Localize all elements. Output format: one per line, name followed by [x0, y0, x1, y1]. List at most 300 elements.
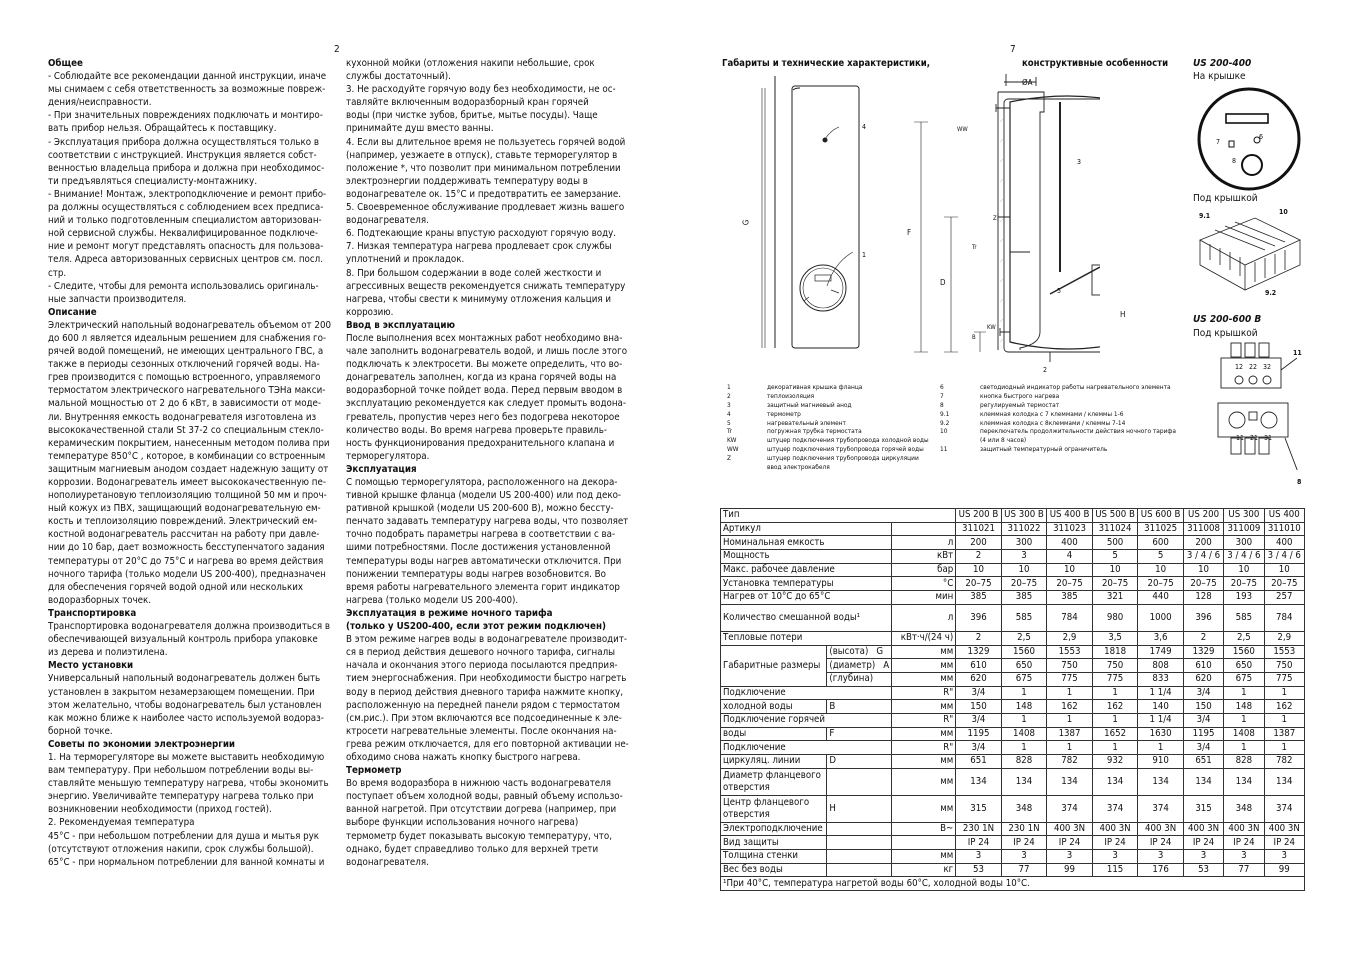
- terminal-blocks-drawing: [1195, 210, 1305, 292]
- table-cell: 2: [956, 631, 1002, 645]
- table-cell: IP 24: [956, 836, 1002, 850]
- row-letter: H: [827, 795, 892, 822]
- text-line: (отсутствуют отложения накипи, срок службы большой).: [48, 843, 314, 855]
- ww-label: WW: [957, 126, 968, 133]
- text-line: Электрический напольный водонагреватель объемом от 200: [48, 319, 332, 331]
- text-line: шими потребностями. После достижения установленной: [346, 542, 611, 554]
- row-letter: [827, 836, 892, 850]
- text-line: 8. При большом содержании в воде солей жесткости и: [346, 267, 602, 279]
- callout-7: 7: [1216, 138, 1221, 146]
- table-cell: 400: [1047, 536, 1093, 550]
- text-line: С помощью терморегулятора, расположенного на декора-: [346, 477, 618, 488]
- text-line: однако, будет справедливо только для верхней трети: [346, 843, 599, 855]
- table-cell: 3: [1092, 850, 1138, 864]
- legend-number: 11: [940, 445, 948, 454]
- text-line: обходимо снова нажать кнопку быстрого нагрева.: [346, 751, 581, 763]
- table-cell: IP 24: [1138, 836, 1184, 850]
- row-unit: [892, 836, 956, 850]
- table-cell: IP 24: [1264, 836, 1304, 850]
- under-lid-label-a: Под крышкой: [1193, 193, 1258, 204]
- text-line: ной сервисной службы. Неквалифицированное подключе-: [48, 228, 319, 240]
- table-cell: IP 24: [1183, 836, 1223, 850]
- page-number-right: 7: [1010, 44, 1016, 55]
- callout-11: 11: [1293, 349, 1302, 357]
- legend-number: 5: [727, 418, 731, 427]
- text-line: из дерева и полиэтилена.: [48, 647, 168, 659]
- table-cell: 396: [956, 604, 1002, 631]
- on-lid-label: На крышке: [1193, 71, 1246, 82]
- row-unit: кВт: [892, 550, 956, 564]
- row-label: Нагрев от 10°С до 65°С: [721, 591, 892, 605]
- row-unit: мм: [892, 659, 956, 673]
- callout-4: 4: [862, 123, 867, 131]
- table-cell: 1: [1264, 713, 1304, 727]
- text-line: донагреватель заполнен, когда из крана горячей воды на: [346, 372, 617, 384]
- text-line: 7. Низкая температура нагрева продлевает срок службы: [346, 241, 612, 253]
- heater-exterior-drawing: [735, 72, 875, 372]
- text-line: начала и окончания этого периода посылаются предприя-: [346, 660, 618, 672]
- table-cell: 3 / 4 / 6: [1183, 550, 1223, 564]
- table-row: [721, 536, 1305, 550]
- table-cell: 1: [1047, 741, 1093, 755]
- table-cell: 1: [1138, 741, 1184, 755]
- table-cell: 400 3N: [1183, 822, 1223, 836]
- table-row: [721, 727, 1305, 741]
- table-header-row: [721, 509, 1305, 523]
- text-line: Универсальный напольный водонагреватель должен быть: [48, 673, 321, 685]
- text-line: Во время водоразбора в нижнюю часть водонагревателя: [346, 778, 611, 790]
- table-cell: 374: [1047, 795, 1093, 822]
- table-cell: 1: [1092, 741, 1138, 755]
- table-cell: 134: [1138, 768, 1184, 795]
- row-unit: кг: [892, 863, 956, 877]
- table-cell: 385: [956, 591, 1002, 605]
- text-line: (см.рис.). При этом включаются все подсоединенные к эле-: [346, 712, 622, 724]
- row-letter: [827, 768, 892, 795]
- lid-panel-drawing: [1193, 86, 1305, 192]
- legend-text: штуцер подключения трубопровода холодной воды: [767, 436, 929, 445]
- dim-g-label: G: [741, 219, 751, 226]
- text-line: нагрева, чтобы свести к минимуму отложения кальция и: [346, 293, 612, 305]
- section-heading: Ввод в эксплуатацию: [346, 319, 455, 331]
- page-number-left: 2: [334, 44, 340, 55]
- row-unit: мм: [892, 755, 956, 769]
- text-line: терморегулятора.: [346, 450, 430, 462]
- section-heading: Описание: [48, 306, 97, 318]
- section-heading: Термометр: [346, 765, 402, 777]
- table-cell: 600: [1138, 536, 1184, 550]
- table-header-cell: US 500 B: [1092, 509, 1138, 523]
- table-cell: 1: [1224, 713, 1264, 727]
- legend-number: KW: [727, 436, 737, 445]
- table-cell: 782: [1264, 755, 1304, 769]
- row-label: холодной воды: [721, 700, 827, 714]
- table-cell: 348: [1224, 795, 1264, 822]
- text-line: коррозию.: [346, 306, 394, 318]
- row-unit: [892, 522, 956, 536]
- table-cell: 2,5: [1224, 631, 1264, 645]
- table-cell: 400 3N: [1138, 822, 1184, 836]
- table-cell: 385: [1001, 591, 1047, 605]
- legend-number: Tr: [727, 427, 733, 436]
- callout-10: 10: [1279, 208, 1288, 216]
- text-line: положение *, что позволит при минимальном потреблении: [346, 162, 621, 174]
- table-cell: 374: [1138, 795, 1184, 822]
- table-cell: 828: [1001, 755, 1047, 769]
- callout-2: 2: [1043, 366, 1048, 374]
- table-cell: 3: [956, 850, 1002, 864]
- table-cell: 400: [1264, 536, 1304, 550]
- dim-sub-label: (высота): [829, 645, 869, 657]
- legend-text: защитный температурный ограничитель: [980, 445, 1108, 454]
- legend-text: регулируемый термостат: [980, 400, 1060, 409]
- text-line: нии до 10 бар, дает возможность бесступенчатого задания: [48, 542, 325, 554]
- row-unit: R": [892, 741, 956, 755]
- table-cell: 775: [1264, 672, 1304, 686]
- table-cell: 3: [1264, 850, 1304, 864]
- table-cell: 775: [1092, 672, 1138, 686]
- text-line: мальной мощностью от 2 до 6 кВт, в зависимости от моде-: [48, 398, 322, 410]
- dim-letter: G: [876, 645, 884, 657]
- table-row: [721, 700, 1305, 714]
- text-line: службы достаточный).: [346, 71, 451, 83]
- table-cell: 3: [1001, 850, 1047, 864]
- text-line: водоразборных точек.: [48, 594, 152, 606]
- section-header-dimensions: Габариты и технические характеристики,: [722, 58, 930, 69]
- section-heading: Эксплуатация: [346, 463, 417, 475]
- text-line: В этом режиме нагрев воды в водонагревателе производит-: [346, 634, 628, 646]
- table-cell: 5: [1138, 550, 1184, 564]
- text-line: ность функционирования предохранительного клапана и: [346, 437, 615, 449]
- text-line: водонагревателя.: [346, 215, 429, 227]
- row-label: Габаритные размеры: [721, 645, 827, 686]
- text-line: воду в период действия дневного тарифа нажмите кнопку,: [346, 686, 624, 698]
- table-cell: 10: [1224, 563, 1264, 577]
- table-cell: 750: [1092, 659, 1138, 673]
- table-cell: 200: [1183, 536, 1223, 550]
- legend-text: переключатель продолжительности действия ночного тарифа: [980, 427, 1176, 436]
- table-cell: 3/4: [1183, 686, 1223, 700]
- callout-1: 1: [862, 251, 867, 259]
- table-cell: 650: [1224, 659, 1264, 673]
- row-letter: [827, 850, 892, 864]
- table-cell: 396: [1183, 604, 1223, 631]
- row-letter: [827, 822, 892, 836]
- legend-text: декоративная крышка фланца: [767, 383, 863, 391]
- callout-9-2: 9.2: [1265, 289, 1277, 297]
- table-cell: 257: [1264, 591, 1304, 605]
- text-line: ли. Внутренняя емкость водонагревателя изготовлена из: [48, 411, 317, 423]
- text-line: температуры воды нагрев автоматически отключится. При: [346, 555, 622, 567]
- dim-phia-label: ØA: [1022, 78, 1033, 87]
- callout-3: 3: [1077, 158, 1082, 166]
- table-cell: 53: [956, 863, 1002, 877]
- callout-8-b: 8: [1297, 478, 1302, 486]
- section-heading: Советы по экономии электроэнергии: [48, 738, 236, 750]
- dim-sub-label: (диаметр): [829, 659, 876, 671]
- row-label: Электроподключение: [721, 822, 827, 836]
- row-label: Подключение: [721, 686, 892, 700]
- table-cell: 2: [956, 550, 1002, 564]
- table-cell: 134: [1183, 768, 1223, 795]
- contact-22: 22: [1249, 363, 1258, 371]
- dim-f-label: F: [907, 228, 912, 237]
- table-cell: 10: [1001, 563, 1047, 577]
- heater-section-drawing: [900, 62, 1100, 362]
- table-cell: 134: [1224, 768, 1264, 795]
- text-line: ся в период действия дешевого ночного тарифа, сигналы: [346, 647, 616, 659]
- text-line: энергию. Увеличивайте температуру нагрева только при: [48, 791, 314, 803]
- table-cell: 1387: [1047, 727, 1093, 741]
- text-line: кухонной мойки (отложения накипи небольшие, срок: [346, 58, 595, 69]
- text-line: ванной нагретой. При отсутствии догрева (например, при: [346, 804, 617, 816]
- table-cell: 230 1N: [956, 822, 1002, 836]
- table-cell: 1560: [1001, 645, 1047, 659]
- dim-h-label: H: [1120, 310, 1126, 319]
- table-cell: 1: [1264, 686, 1304, 700]
- table-cell: 374: [1264, 795, 1304, 822]
- text-line: костной водонагреватель рассчитан на работу при давле-: [48, 529, 320, 541]
- legend-number: 1: [727, 383, 731, 391]
- table-cell: 2: [1183, 631, 1223, 645]
- table-cell: 176: [1138, 863, 1184, 877]
- row-unit: R": [892, 713, 956, 727]
- legend-text: (4 или 8 часов): [980, 436, 1027, 445]
- callout-9-1: 9.1: [1199, 212, 1211, 220]
- section-heading: Общее: [48, 58, 83, 69]
- text-line: - Эксплуатация прибора должна осуществляться только в: [48, 136, 319, 148]
- table-cell: 162: [1047, 700, 1093, 714]
- text-line: ра должны осуществляться с соблюдением всех предписа-: [48, 202, 324, 214]
- table-header-cell: US 300 B: [1001, 509, 1047, 523]
- table-cell: 134: [1047, 768, 1093, 795]
- table-cell: 620: [956, 672, 1002, 686]
- text-line: теля. Адреса авторизованных сервисных центров см. посл.: [48, 254, 323, 266]
- table-row: [721, 550, 1305, 564]
- table-cell: 585: [1224, 604, 1264, 631]
- text-column-left: [48, 57, 331, 869]
- row-label: Вес без воды: [721, 863, 827, 877]
- row-unit: кВт·ч/(24 ч): [892, 631, 956, 645]
- text-line: поступает объем холодной воды, равный объему использо-: [346, 791, 623, 803]
- text-line: коррозии. Водонагреватель имеет высококачественную пе-: [48, 477, 326, 488]
- table-cell: 3 / 4 / 6: [1224, 550, 1264, 564]
- table-cell: 1195: [1183, 727, 1223, 741]
- text-line: количество воды. Во время нагрева проверьте правиль-: [346, 424, 607, 436]
- table-cell: 1408: [1224, 727, 1264, 741]
- table-cell: 750: [1047, 659, 1093, 673]
- text-line: (например, уезжаете в отпуск), ставьте терморегулятор в: [346, 149, 618, 161]
- table-cell: 400 3N: [1092, 822, 1138, 836]
- table-cell: 400 3N: [1224, 822, 1264, 836]
- table-cell: 150: [1183, 700, 1223, 714]
- contact-21: 21: [1250, 434, 1259, 442]
- table-cell: 10: [1092, 563, 1138, 577]
- table-cell: 311010: [1264, 522, 1304, 536]
- section-heading: Место установки: [48, 660, 134, 672]
- text-line: борной точке.: [48, 725, 113, 737]
- table-cell: 300: [1224, 536, 1264, 550]
- text-line: грев производится с помощью встроенного, управляемого: [48, 372, 321, 384]
- table-cell: IP 24: [1092, 836, 1138, 850]
- legend-number: 2: [727, 391, 731, 400]
- table-row: [721, 522, 1305, 536]
- legend-text: штуцер подключения трубопровода горячей воды: [767, 445, 924, 454]
- text-line: агрессивных веществ рекомендуется снижать температуру: [346, 280, 626, 292]
- table-cell: 1: [1224, 741, 1264, 755]
- text-line: греватель, пропустив через него без подогрева некоторое: [346, 411, 620, 423]
- table-cell: 20–75: [1001, 577, 1047, 591]
- text-line: температуры от 20°С до 75°С и нагрева во время действия: [48, 555, 324, 567]
- row-label: воды: [721, 727, 827, 741]
- row-unit: мм: [892, 768, 956, 795]
- table-cell: 1329: [1183, 645, 1223, 659]
- table-cell: 500: [1092, 536, 1138, 550]
- table-cell: 20–75: [1224, 577, 1264, 591]
- text-line: возникновении необходимости (приход гостей).: [48, 804, 272, 816]
- text-line: нополиуретановую теплоизоляцию толщиной 50 мм и проч-: [48, 490, 327, 502]
- table-cell: 1652: [1092, 727, 1138, 741]
- text-line: мы снимаем с себя ответственность за возможные повреж-: [48, 84, 326, 96]
- legend-number: 9.2: [940, 418, 950, 427]
- text-line: ние и ремонт могут представлять опасность для пользова-: [48, 241, 324, 253]
- table-cell: 1: [1224, 686, 1264, 700]
- text-line: грева режим отключается, для его повторной активации не-: [346, 738, 629, 750]
- table-cell: 2,5: [1001, 631, 1047, 645]
- row-unit: мм: [892, 645, 956, 659]
- table-cell: 610: [956, 659, 1002, 673]
- table-cell: 300: [1001, 536, 1047, 550]
- row-label: Установка температуры: [721, 577, 892, 591]
- row-label: Номинальная емкость: [721, 536, 892, 550]
- table-cell: 315: [956, 795, 1002, 822]
- text-line: нагрева (только модели US 200-400).: [346, 594, 519, 606]
- text-line: тием энергоснабжения. При необходимости быстро нагреть: [346, 673, 627, 685]
- callout-5: 5: [1057, 287, 1062, 295]
- row-label: Вид защиты: [721, 836, 827, 850]
- text-line: соответствии с инструкцией. Инструкция является собст-: [48, 149, 317, 161]
- text-line: венностью владельца прибора и должна при необходимос-: [48, 162, 325, 174]
- legend-text: погружная трубка термостата: [767, 427, 862, 436]
- dim-sub-label: (глубина): [829, 673, 874, 685]
- table-cell: 1387: [1264, 727, 1304, 741]
- text-line: уплотнений и прокладок.: [346, 254, 465, 266]
- row-unit: R": [892, 686, 956, 700]
- legend-text: термометр: [767, 409, 801, 418]
- table-cell: 3: [1138, 850, 1184, 864]
- row-unit: л: [892, 604, 956, 631]
- table-row: [721, 686, 1305, 700]
- specifications-table: [720, 508, 1305, 891]
- legend-number: 8: [940, 400, 944, 409]
- text-line: воды (при чистке зубов, бритье, мытье посуды). Чаще: [346, 110, 598, 122]
- text-line: 45°С - при небольшом потреблении для душа и мытья рук: [48, 830, 320, 842]
- row-sub: [827, 672, 892, 686]
- text-line: температуре 850°С , которое, в комбинации со встроенным: [48, 450, 326, 462]
- table-cell: 10: [1138, 563, 1184, 577]
- table-cell: 311008: [1183, 522, 1223, 536]
- table-header-cell: US 400 B: [1047, 509, 1093, 523]
- table-cell: 1553: [1264, 645, 1304, 659]
- table-cell: 1: [1264, 741, 1304, 755]
- legend-number: Z: [727, 454, 732, 463]
- table-cell: 230 1N: [1001, 822, 1047, 836]
- text-line: ктросети нагревательные элементы. После окончания на-: [346, 725, 617, 737]
- table-cell: 782: [1047, 755, 1093, 769]
- text-line: водонагревателя.: [346, 856, 429, 868]
- table-row: [721, 863, 1305, 877]
- section-heading: (только у US200-400, если этот режим подключен): [346, 621, 606, 633]
- row-unit: мм: [892, 727, 956, 741]
- table-row: [721, 755, 1305, 769]
- table-cell: 1: [1047, 713, 1093, 727]
- table-cell: 1: [1001, 713, 1047, 727]
- row-label: Макс. рабочее давление: [721, 563, 892, 577]
- table-cell: 4: [1047, 550, 1093, 564]
- table-cell: 99: [1264, 863, 1304, 877]
- under-lid-label-b: Под крышкой: [1193, 328, 1258, 339]
- text-line: 6. Подтекающие краны впустую расходуют горячую воду.: [346, 228, 617, 240]
- table-cell: 2,9: [1047, 631, 1093, 645]
- table-cell: 2,9: [1264, 631, 1304, 645]
- legend-text: защитный магниевый анод: [767, 400, 852, 409]
- table-row: [721, 822, 1305, 836]
- table-row: [721, 741, 1305, 755]
- table-cell: 651: [1183, 755, 1223, 769]
- table-cell: 675: [1224, 672, 1264, 686]
- text-line: подключать к электросети. Вы можете определить, что во-: [346, 359, 623, 371]
- table-cell: 10: [1183, 563, 1223, 577]
- row-unit: °С: [892, 577, 956, 591]
- table-cell: 20–75: [956, 577, 1002, 591]
- table-cell: 115: [1092, 863, 1138, 877]
- legend-text: штуцер подключения трубопровода циркуляции: [767, 454, 919, 463]
- table-cell: 3: [1047, 850, 1093, 864]
- text-line: ративной крышкой (модели US 200-600 В), можно бессту-: [346, 503, 614, 515]
- table-row: [721, 631, 1305, 645]
- row-label: Мощность: [721, 550, 892, 564]
- table-cell: 3/4: [956, 741, 1002, 755]
- row-label: Центр фланцевого отверстия: [721, 795, 827, 822]
- text-line: для обеспечения горячей водой одной или нескольких: [48, 581, 304, 593]
- table-cell: 150: [956, 700, 1002, 714]
- table-header-cell: Тип: [721, 509, 956, 523]
- row-label: циркуляц. линии: [721, 755, 827, 769]
- table-cell: 1: [1001, 686, 1047, 700]
- table-cell: 134: [1264, 768, 1304, 795]
- row-label: Подключение горячей: [721, 713, 892, 727]
- legend-number: WW: [727, 445, 739, 454]
- text-line: также в периоды сезонных отключений горячей воды. На-: [48, 359, 320, 371]
- table-cell: 20–75: [1092, 577, 1138, 591]
- text-line: как можно ближе к наиболее часто используемой водораз-: [48, 712, 324, 724]
- row-label: Диаметр фланцевого отверстия: [721, 768, 827, 795]
- table-cell: 3/4: [1183, 713, 1223, 727]
- text-line: защитным магниевым анодом создает надежную защиту от: [48, 463, 329, 475]
- text-line: Транспортировка водонагревателя должна производиться в: [48, 621, 330, 633]
- row-sub: [827, 645, 892, 659]
- row-letter: D: [827, 755, 892, 769]
- table-cell: 833: [1138, 672, 1184, 686]
- table-cell: 3/4: [956, 713, 1002, 727]
- table-cell: 828: [1224, 755, 1264, 769]
- text-line: расположенную на передней панели рядом с термостатом: [346, 699, 620, 711]
- table-cell: 20–75: [1047, 577, 1093, 591]
- table-cell: 77: [1224, 863, 1264, 877]
- tr-label: Tr: [972, 244, 977, 251]
- legend-text: клеммная колодка с 8клеммами / клеммы 7-14: [980, 418, 1126, 427]
- legend-text: нагревательный элемент: [767, 418, 846, 427]
